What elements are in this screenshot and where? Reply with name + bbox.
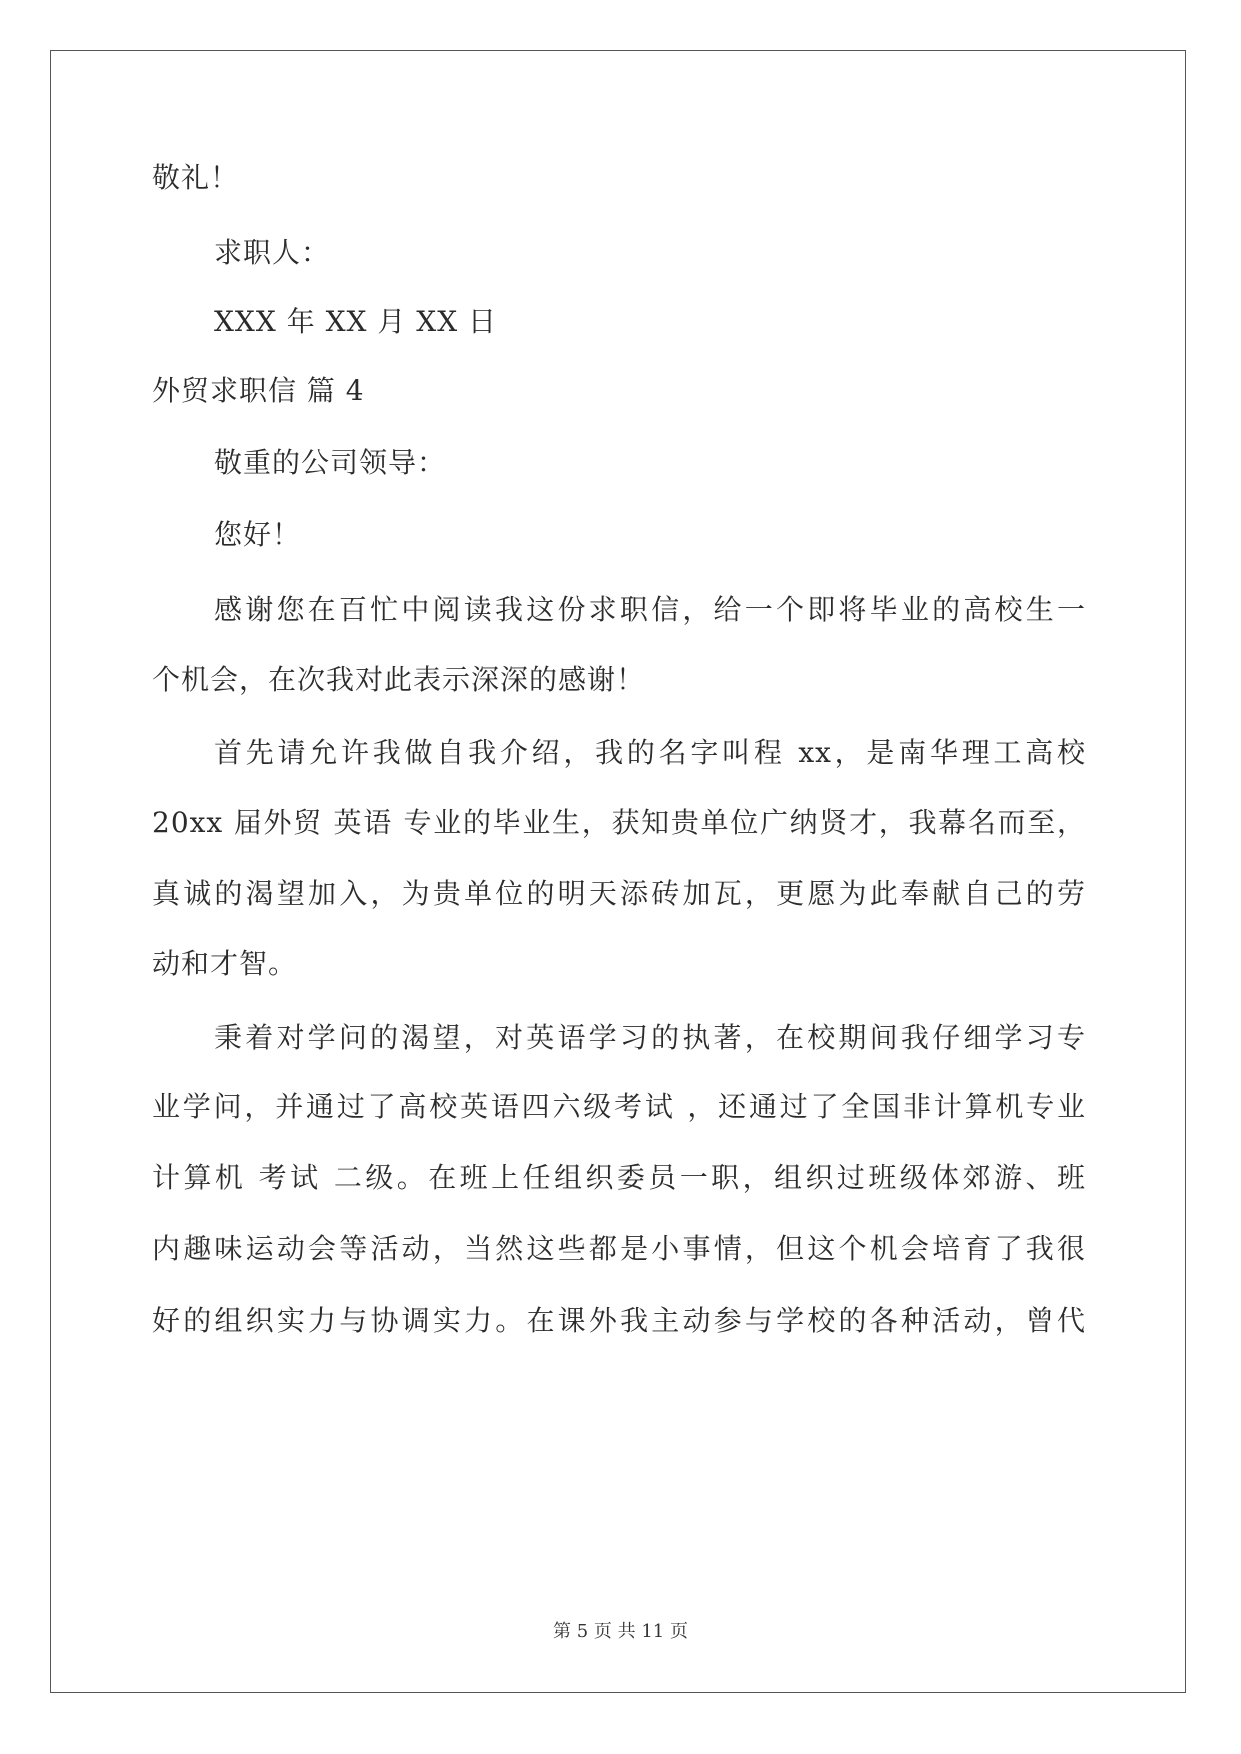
paragraph-line: 真诚的渴望加入，为贵单位的明天添砖加瓦，更愿为此奉献自己的劳: [152, 877, 1086, 910]
closing-salute: 敬礼！: [152, 161, 240, 194]
signature-label: 求职人：: [214, 236, 331, 269]
paragraph-line: 动和才智。: [152, 947, 298, 980]
paragraph-line: 业学问，并通过了高校英语四六级考试 ，还通过了全国非计算机专业: [152, 1090, 1086, 1123]
paragraph-line: 秉着对学问的渴望，对英语学习的执著，在校期间我仔细学习专: [214, 1021, 1086, 1054]
paragraph-line: 首先请允许我做自我介绍，我的名字叫程 xx，是南华理工高校: [214, 736, 1086, 769]
paragraph-line: 20xx 届外贸 英语 专业的毕业生，获知贵单位广纳贤才，我幕名而至，: [152, 806, 1086, 839]
date-line: XXX 年 XX 月 XX 日: [214, 305, 498, 338]
paragraph-line: 感谢您在百忙中阅读我这份求职信，给一个即将毕业的高校生一: [214, 593, 1086, 626]
hello-line: 您好！: [214, 518, 302, 551]
paragraph-line: 个机会，在次我对此表示深深的感谢！: [152, 663, 646, 696]
paragraph-line: 内趣味运动会等活动，当然这些都是小事情，但这个机会培育了我很: [152, 1232, 1086, 1265]
section-heading: 外贸求职信 篇 4: [152, 374, 365, 407]
paragraph-line: 计算机 考试 二级。在班上任组织委员一职，组织过班级体郊游、班: [152, 1161, 1086, 1194]
greeting: 敬重的公司领导：: [214, 446, 447, 479]
paragraph-line: 好的组织实力与协调实力。在课外我主动参与学校的各种活动，曾代: [152, 1304, 1086, 1337]
page-number-footer: 第 5 页 共 11 页: [553, 1621, 688, 1642]
page-border: [50, 50, 1186, 1693]
